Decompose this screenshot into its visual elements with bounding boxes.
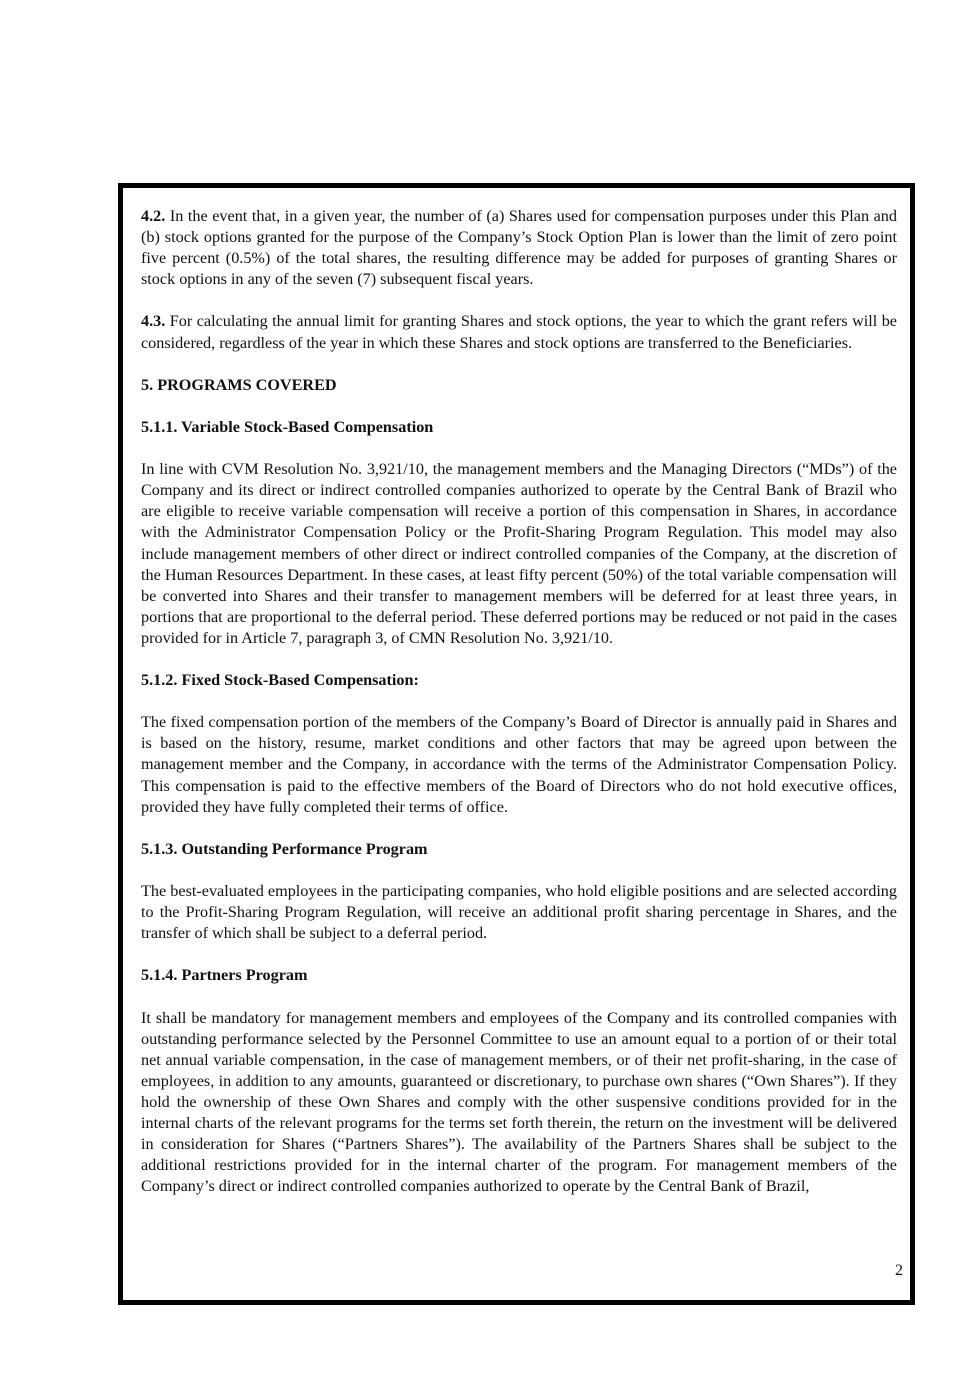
paragraph-5-1-3: The best-evaluated employees in the participating companies, who hold eligible positions and are selected according to the Profit-Sharing Program Regulation, will receive an additional profit sharing percentage in Shares, and the transfer of which shall be subject to a deferral period. (141, 882, 897, 943)
section-number-4-2: 4.2. (141, 207, 166, 225)
heading-5-1-1: 5.1.1. Variable Stock-Based Compensation (141, 417, 434, 436)
paragraph-4-3 (141, 311, 897, 353)
page-frame (118, 183, 915, 1305)
heading-5-1-3: 5.1.3. Outstanding Performance Program (141, 839, 428, 858)
section-number-4-3: 4.3. (141, 312, 166, 331)
heading-5-1-2: 5.1.2. Fixed Stock-Based Compensation: (141, 671, 419, 690)
paragraph-4-2 (141, 206, 897, 290)
page-content (141, 206, 897, 1219)
page-number: 2 (895, 1262, 903, 1279)
paragraph-4-2-text: In the event that, in a given year, the number of (a) Shares used for compensation purposes under this Plan and (b) stock options granted for the purpose of the Company’s Stock Option Plan is lower than the limit of zero point five percent (0.5%) of the total shares, the resulting difference may be added for purposes of granting Shares or stock options in any of the seven (7) subsequent fiscal years. (141, 207, 897, 289)
heading-5-1-4: 5.1.4. Partners Program (141, 966, 308, 985)
paragraph-5-1-2: The fixed compensation portion of the members of the Company’s Board of Director is annually paid in Shares and is based on the history, resume, market conditions and other factors that may be agreed upon between the management member and the Company, in accordance with the terms of the Administrator Compensation Policy. This compensation is paid to the effective members of the Board of Directors who do not hold executive offices, provided they have fully completed their terms of office. (141, 713, 897, 816)
paragraph-4-3-text: For calculating the annual limit for granting Shares and stock options, the year to which the grant refers will be considered, regardless of the year in which these Shares and stock options are transferred to the Beneficiaries. (141, 312, 897, 352)
heading-programs-covered: 5. PROGRAMS COVERED (141, 375, 337, 394)
paragraph-5-1-4: It shall be mandatory for management members and employees of the Company and its controlled companies with outstanding performance selected by the Personnel Committee to use an amount equal to a portion of or their total net annual variable compensation, in the case of management members, or of their net profit-sharing, in the case of employees, in addition to any amounts, guaranteed or discretionary, to purchase own shares (“Own Shares”). If they hold the ownership of these Own Shares and comply with the other suspensive conditions provided for in the internal charts of the relevant programs for the terms set forth therein, the return on the investment will be delivered in consideration for Shares (“Partners Shares”). The availability of the Partners Shares shall be subject to the additional restrictions provided for in the internal charter of the program. For management members of the Company’s direct or indirect controlled companies authorized to operate by the Central Bank of Brazil, (141, 1008, 897, 1196)
paragraph-5-1-1: In line with CVM Resolution No. 3,921/10, the management members and the Managing Directors (“MDs”) of the Company and its direct or indirect controlled companies authorized to operate by the Central Bank of Brazil who are eligible to receive variable compensation will receive a portion of this compensation in Shares, in accordance with the Administrator Compensation Policy or the Profit-Sharing Program Regulation. This model may also include management members of other direct or indirect controlled companies of the Company, at the discretion of the Human Resources Department. In these cases, at least fifty percent (50%) of the total variable compensation will be converted into Shares and their transfer to management members will be deferred for at least three years, in portions that are proportional to the deferral period. These deferred portions may be reduced or not paid in the cases provided for in Article 7, paragraph 3, of CMN Resolution No. 3,921/10. (141, 460, 897, 647)
